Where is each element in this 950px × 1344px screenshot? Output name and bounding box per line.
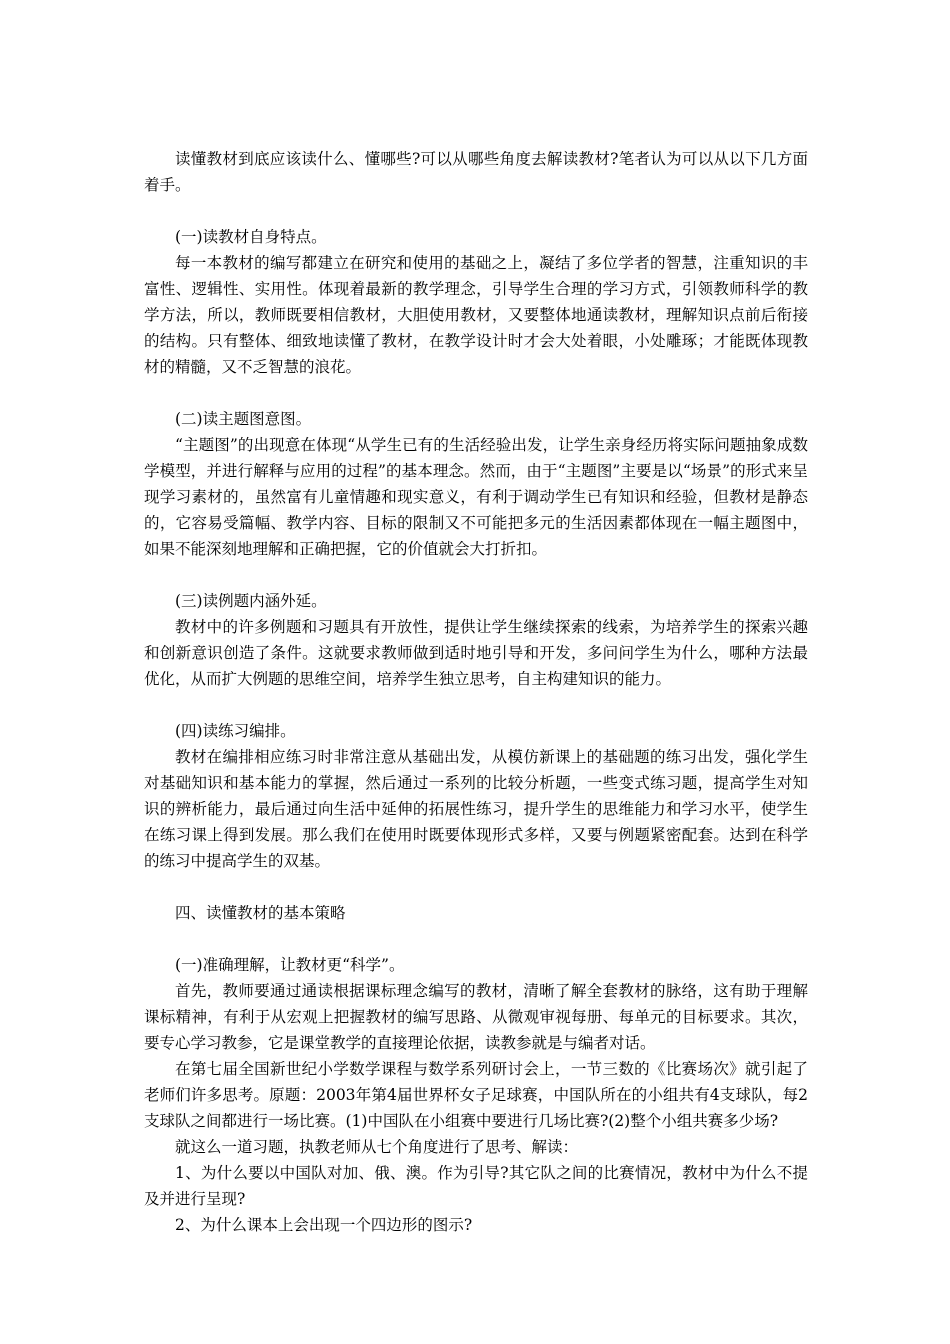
- paragraph-spacer: [144, 926, 808, 952]
- body-paragraph: “主题图”的出现意在体现“从学生已有的生活经验出发，让学生亲身经历将实际问题抽象成数学模型，并进行解释与应用的过程”的基本理念。然而，由于“主题图”主要是以“场景”的形式来呈现学习素材的，虽然富有儿童情趣和现实意义，有利于调动学生已有知识和经验，但教材是静态的，它容易受篇幅、教学内容、目标的限制又不可能把多元的生活因素都体现在一幅主题图中，如果不能深刻地理解和正确把握，它的价值就会大打折扣。: [144, 436, 808, 558]
- paragraph-spacer: [144, 198, 808, 224]
- section-heading: (一)准确理解，让教材更“科学”。: [175, 956, 405, 974]
- body-paragraph: 首先，教师要通过通读根据课标理念编写的教材，清晰了解全套教材的脉络，这有助于理解课标精神，有利于从宏观上把握教材的编写思路、从微观审视每册、每单元的目标要求。其次，要专心学习教参，它是课堂教学的直接理论依据，读教参就是与编者对话。: [144, 982, 808, 1052]
- document-page: [144, 146, 808, 1238]
- section-heading: (四)读练习编排。: [175, 722, 296, 740]
- paragraph-spacer: [144, 380, 808, 406]
- section-heading: (三)读例题内涵外延。: [175, 592, 327, 610]
- paragraph-spacer: [144, 692, 808, 718]
- body-paragraph: 2、为什么课本上会出现一个四边形的图示?: [175, 1216, 473, 1234]
- section-heading: (一)读教材自身特点。: [175, 228, 327, 246]
- body-paragraph: 每一本教材的编写都建立在研究和使用的基础之上，凝结了多位学者的智慧，注重知识的丰富性、逻辑性、实用性。体现着最新的教学理念，引导学生合理的学习方式，引领教师科学的教学方法，所以，教师既要相信教材，大胆使用教材，又要整体地通读教材，理解知识点前后衔接的结构。只有整体、细致地读懂了教材，在教学设计时才会大处着眼，小处雕琢；才能既体现教材的精髓，又不乏智慧的浪花。: [144, 254, 808, 376]
- section-heading: 四、读懂教材的基本策略: [175, 904, 346, 922]
- body-paragraph: 教材在编排相应练习时非常注意从基础出发，从模仿新课上的基础题的练习出发，强化学生对基础知识和基本能力的掌握，然后通过一系列的比较分析题，一些变式练习题，提高学生对知识的辨析能力，最后通过向生活中延伸的拓展性练习，提升学生的思维能力和学习水平，使学生在练习课上得到发展。那么我们在使用时既要体现形式多样，又要与例题紧密配套。达到在科学的练习中提高学生的双基。: [144, 748, 808, 870]
- body-paragraph: 1、为什么要以中国队对加、俄、澳。作为引导?其它队之间的比赛情况，教材中为什么不提及并进行呈现?: [144, 1164, 808, 1208]
- paragraph-spacer: [144, 562, 808, 588]
- body-paragraph: 在第七届全国新世纪小学数学课程与数学系列研讨会上，一节三数的《比赛场次》就引起了老师们许多思考。原题：2003年第4届世界杯女子足球赛，中国队所在的小组共有4支球队，每2支球队之间都进行一场比赛。(1)中国队在小组赛中要进行几场比赛?(2)整个小组共赛多少场?: [144, 1060, 808, 1130]
- body-paragraph: 教材中的许多例题和习题具有开放性，提供让学生继续探索的线索，为培养学生的探索兴趣和创新意识创造了条件。这就要求教师做到适时地引导和开发，多问问学生为什么，哪种方法最优化，从而扩大例题的思维空间，培养学生独立思考，自主构建知识的能力。: [144, 618, 808, 688]
- body-paragraph: 读懂教材到底应该读什么、懂哪些?可以从哪些角度去解读教材?笔者认为可以从以下几方面着手。: [144, 150, 808, 194]
- paragraph-spacer: [144, 874, 808, 900]
- body-paragraph: 就这么一道习题，执教老师从七个角度进行了思考、解读：: [175, 1138, 579, 1156]
- section-heading: (二)读主题图意图。: [175, 410, 312, 428]
